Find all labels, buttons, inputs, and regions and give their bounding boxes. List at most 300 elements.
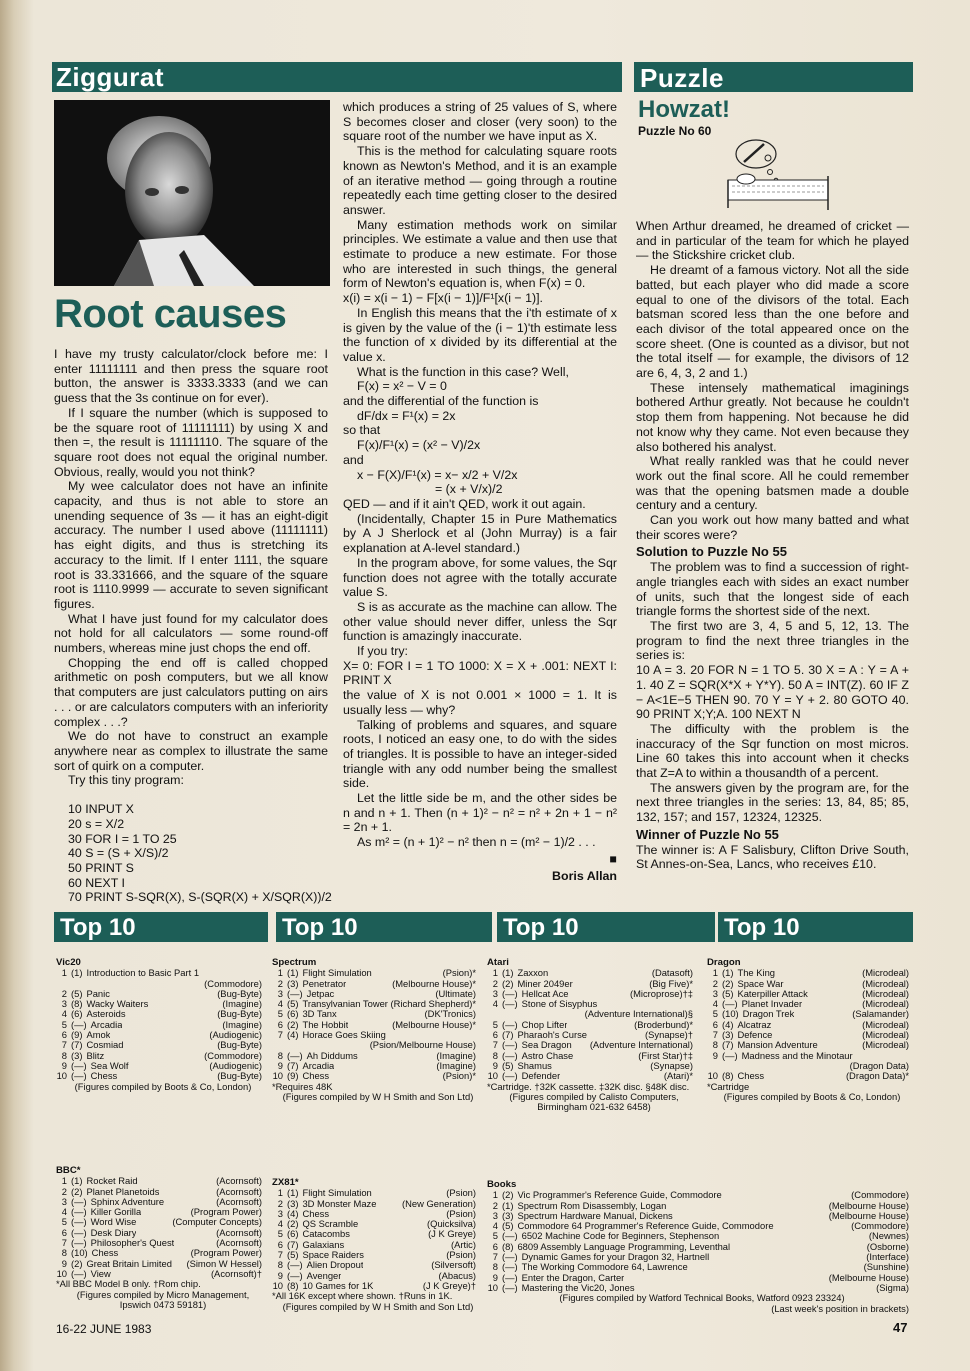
top10-chart <box>272 1178 476 1312</box>
entry-title: Avenger <box>306 1270 342 1281</box>
entry-pos: 7 <box>61 1040 67 1051</box>
entry-title: Pharaoh's Curse <box>517 1030 588 1041</box>
entry-prev: (—) <box>71 1227 87 1238</box>
entry-title: Rocket Raid <box>86 1176 138 1187</box>
entry-pos: 5 <box>492 1231 498 1242</box>
entry-prev: (2) <box>287 1219 299 1230</box>
entry-prev: (2) <box>502 978 514 989</box>
entry-title: Planet Planetoids <box>86 1186 160 1197</box>
entry-publisher: (Richard Shepherd)* <box>390 998 476 1010</box>
article-paragraph: and <box>343 452 364 467</box>
article-paragraph: Talking of problems and squares, and square roots, I noticed an easy one, to do with the sides of triangles. It is possible to have an integer-sided triangle with any odd number being the smallest side. <box>343 717 617 791</box>
entry-publisher: (Bug-Byte) <box>217 1039 262 1051</box>
equation: x(i) = x(i − 1) − F[x(i − 1)]/F¹[x(i − 1)]. <box>343 291 543 306</box>
entry-title-group <box>487 1262 688 1272</box>
entry-prev: (—) <box>502 1231 518 1242</box>
entry-prev: (2) <box>502 1190 514 1201</box>
entry-prev: (—) <box>287 1270 303 1281</box>
entry-title-group <box>707 999 802 1009</box>
chart-title: Spectrum <box>272 957 317 968</box>
equation: F(x) = x² − V = 0 <box>357 379 447 394</box>
chart-footnote: *Cartridge. †32K cassette. ‡32K disc. §48K disc. <box>487 1080 690 1092</box>
entry-title: Alcatraz <box>737 1019 772 1030</box>
entry-pos: 10 <box>56 1071 67 1082</box>
entry-title: Flight Simulation <box>302 1188 372 1199</box>
entry-prev: (5) <box>722 988 734 999</box>
entry-title-group <box>272 1240 344 1250</box>
entry-publisher: (Audiogenic) <box>209 1029 262 1041</box>
entry-title: Chess <box>737 1071 765 1082</box>
chart-title: ZX81* <box>272 1177 299 1188</box>
entry-publisher: (Melbourne House) <box>828 1209 909 1221</box>
entry-publisher: (First Star)†‡ <box>638 1049 693 1061</box>
entry-publisher: (Microdeal) <box>862 998 909 1010</box>
entry-prev: (—) <box>502 1272 518 1283</box>
chart-title: BBC* <box>56 1165 81 1176</box>
entry-title: Astro Chase <box>521 1050 574 1061</box>
entry-title: Philosopher's Quest <box>90 1238 175 1249</box>
article-paragraph: Many estimation methods work on similar principles. We estimate a value and then use that estimate to produce a new estimate. For those who are interested in such things, the general form of Newton's equation is, when F(x) = 0. <box>343 217 617 291</box>
entry-title: Planet Invader <box>741 999 803 1010</box>
entry-pos: 8 <box>61 1248 67 1259</box>
entry-title: Zaxxon <box>517 968 549 979</box>
entry-prev: (5) <box>287 999 299 1010</box>
equation: dF/dx = F¹(x) = 2x <box>357 408 456 423</box>
top10-chart <box>56 958 262 1092</box>
entry-title-group <box>707 979 784 989</box>
entry-pos: 3 <box>712 988 718 999</box>
entry-title-group <box>272 1188 372 1198</box>
entry-publisher: (Bug-Byte) <box>217 1008 262 1020</box>
chart-entry <box>707 1040 909 1050</box>
entry-pos: 3 <box>492 1210 498 1221</box>
entry-prev: (4) <box>287 1030 299 1041</box>
entry-publisher: (Microprose)†‡ <box>629 987 693 999</box>
entry-title: 6502 Machine Code for Beginners, Stephenson <box>521 1231 720 1242</box>
entry-pos: 6 <box>277 1239 283 1250</box>
entry-title: Horace Goes Skiing <box>302 1030 386 1041</box>
entry-title-group <box>487 968 548 978</box>
entry-title-group <box>707 989 808 999</box>
article-paragraph: Chopping the end off is called chopped arithmetic on posh computers, but we all know that computers are just calculators putting on airs . . . or are calculators computers with an inferiority complex . . .? <box>54 655 328 729</box>
article-paragraph: which produces a string of 25 values of S, where S becomes closer and closer (very soon) to the square root of the number we have input as X. <box>343 100 617 144</box>
entry-title-group <box>487 1190 722 1200</box>
entry-prev: (6) <box>71 1009 83 1020</box>
entry-title-group <box>56 1020 122 1030</box>
entry-pos: 3 <box>61 1196 67 1207</box>
entry-publisher: (Imagine) <box>222 1018 262 1030</box>
entry-title-group <box>272 1271 341 1281</box>
entry-publisher: (Dragon Data) <box>849 1059 909 1071</box>
entry-prev: (2) <box>287 1019 299 1030</box>
article-paragraph: What I have just found for my calculator does not hold for all calculators — some round-off numbers, whereas mine just chops the end off. <box>54 611 328 656</box>
entry-title: Great Britain Limited <box>86 1258 172 1269</box>
entry-title-group <box>56 1051 104 1061</box>
chart-entry <box>487 989 693 999</box>
top10-header: Top 10 <box>54 912 268 942</box>
entry-title-group <box>56 1259 172 1269</box>
entry-prev: (2) <box>722 978 734 989</box>
entry-publisher: (Psion)* <box>442 1070 476 1082</box>
entry-title-group <box>487 1061 552 1071</box>
top10-header: Top 10 <box>497 912 715 942</box>
entry-title: Defence <box>737 1030 773 1041</box>
entry-title-group <box>272 1020 348 1030</box>
entry-pos: 10 <box>707 1071 718 1082</box>
entry-pos: 7 <box>712 1030 718 1041</box>
article-paragraph: If I square the number (which is supposed to be the square root of 11111111) by using X and then =, the result is 11111110. The square of the square root does not equal the original number. Obvious, really, would you not think? <box>54 405 328 479</box>
entry-title: Katerpiller Attack <box>737 988 808 999</box>
entry-publisher: (Melbourne House)* <box>392 1018 476 1030</box>
entry-prev: (7) <box>287 1060 299 1071</box>
entry-pos: 4 <box>277 999 283 1010</box>
entry-prev: (4) <box>722 1019 734 1030</box>
entry-prev: (7) <box>287 1239 299 1250</box>
entry-publisher: (Microdeal) <box>862 967 909 979</box>
entry-prev: (—) <box>287 988 303 999</box>
article-paragraph: so that <box>343 423 381 438</box>
chart-credit: (Figures compiled by W H Smith and Son Ltd) <box>282 1300 474 1312</box>
chart-footnote: *Cartridge <box>707 1080 750 1092</box>
entry-prev: (9) <box>71 1030 83 1041</box>
entry-title: Arcadia <box>90 1019 123 1030</box>
entry-title: Jetpac <box>306 988 335 999</box>
entry-prev: (—) <box>502 1040 518 1051</box>
entry-title-group <box>56 1238 174 1248</box>
entry-prev: (8) <box>287 1280 299 1291</box>
entry-prev: (3) <box>722 1030 734 1041</box>
entry-title: Amok <box>86 1030 111 1041</box>
article-paragraph: Let the little side be m, and the other sides be n and n + 1. Then (n + 1)² − n² = n² + 2n + 1 − n² = 2n + 1. <box>343 791 617 835</box>
entry-title-group <box>707 1040 818 1050</box>
entry-publisher: (New Generation) <box>402 1197 476 1209</box>
entry-title-group <box>56 1176 138 1186</box>
entry-title-group <box>272 1209 329 1219</box>
entry-pos: 1 <box>712 968 718 979</box>
article-paragraph: What is the function in this case? Well, <box>357 364 569 379</box>
entry-prev: (—) <box>502 1019 518 1030</box>
entry-pos: 4 <box>492 1221 498 1232</box>
entry-prev: (9) <box>287 1071 299 1082</box>
ziggurat-section-header <box>52 62 622 92</box>
entry-prev: (7) <box>71 1040 83 1051</box>
issue-date: 16-22 JUNE 1983 <box>56 1322 152 1336</box>
entry-pos: 2 <box>712 978 718 989</box>
entry-prev: (8) <box>71 999 83 1010</box>
top10-header: Top 10 <box>718 912 913 942</box>
chart-entry <box>487 1252 909 1262</box>
entry-title: Transylvanian Tower <box>302 999 388 1010</box>
equation: F(x)/F¹(x) = (x² − V)/2x <box>357 438 481 453</box>
entry-publisher: (Psion) <box>446 1249 476 1261</box>
author-photo-illustration <box>54 100 330 286</box>
chart-entry <box>487 1273 909 1283</box>
entry-publisher: (Audiogenic) <box>209 1059 262 1071</box>
entry-publisher: (Simon W Hessel) <box>186 1257 262 1269</box>
entry-title: Flight Simulation <box>302 968 372 979</box>
entry-publisher: (Microdeal) <box>862 1029 909 1041</box>
chart-credit: (Figures compiled by Micro Management, Ipswich 0473 59181) <box>76 1288 250 1310</box>
entry-prev: (—) <box>71 1196 87 1207</box>
entry-title-group <box>487 979 573 989</box>
entry-title: Shamus <box>517 1060 552 1071</box>
entry-publisher: (Bug-Byte) <box>217 987 262 999</box>
entry-title: Space War <box>737 978 784 989</box>
entry-pos: 6 <box>712 1019 718 1030</box>
entry-title-group <box>272 989 334 999</box>
entry-pos: 8 <box>277 1260 283 1271</box>
entry-title-group <box>56 968 199 978</box>
entry-prev: (—) <box>287 1260 303 1271</box>
entry-title-group <box>487 999 597 1009</box>
solution-paragraph: The problem was to find a succession of right-angle triangles each with sides an exact number of units, such that the longest side of each triangle forms the shortest side of the next. <box>636 560 909 619</box>
article-paragraph: Try this tiny program: <box>68 773 184 788</box>
entry-pos: 10 <box>272 1280 283 1291</box>
entry-title: Wacky Waiters <box>86 999 149 1010</box>
entry-title: Sea Dragon <box>521 1040 572 1051</box>
entry-publisher: (Acornsoft) <box>216 1185 262 1197</box>
entry-pos: 8 <box>61 1050 67 1061</box>
article-column-2 <box>343 100 617 883</box>
entry-pos: 2 <box>492 1200 498 1211</box>
chart-title: Books <box>487 1179 517 1190</box>
chart-entry <box>272 1229 476 1239</box>
entry-title-group <box>272 1250 364 1260</box>
entry-title-group <box>56 1217 136 1227</box>
entry-pos: 3 <box>61 999 67 1010</box>
chart-credit: (Figures compiled by W H Smith and Son Ltd) <box>282 1090 474 1102</box>
article-paragraph: My wee calculator does not have an infinite capacity, and thus is not able to store an unending sequence of 3s — it has an eight-digit accuracy. The number I used above (11111111) has eight digits, and thus is stretching its accuracy to the limit. If I enter 1111, the square root is 33.331666, and the square of the square root is 1110.9999 — accurate to seven significant figures. <box>54 479 328 611</box>
entry-publisher: (Computer Concepts) <box>172 1216 262 1228</box>
entry-pos: 9 <box>61 1258 67 1269</box>
entry-publisher: (J K Greye)† <box>422 1279 476 1291</box>
entry-title: Penetrator <box>302 978 347 989</box>
entry-title: Spectrum Hardware Manual, Dickens <box>517 1210 673 1221</box>
entry-prev: (7) <box>722 1040 734 1051</box>
puzzle-number: Puzzle No 60 <box>638 124 712 138</box>
entry-pos: 7 <box>492 1252 498 1263</box>
chart-entry <box>487 1061 693 1071</box>
entry-publisher: (Dragon Data)* <box>845 1070 909 1082</box>
entry-publisher: (Sunshine) <box>863 1261 909 1273</box>
entry-publisher: (Newnes) <box>868 1230 909 1242</box>
entry-publisher: (Commodore) <box>204 1049 262 1061</box>
entry-pos: 7 <box>492 1040 498 1051</box>
top10-chart <box>56 1166 262 1310</box>
entry-title: Madness and the Minotaur <box>741 1050 853 1061</box>
entry-title-group <box>56 1061 129 1071</box>
entry-publisher: (Broderbund)* <box>634 1018 693 1030</box>
entry-pos: 5 <box>277 1229 283 1240</box>
entry-prev: (1) <box>502 1200 514 1211</box>
entry-title: Galaxians <box>302 1239 345 1250</box>
entry-title-group <box>487 1221 774 1231</box>
puzzle-paragraph: When Arthur dreamed, he dreamed of cricket — and in particular of the team for which he played — the Stickshire cricket club. <box>636 219 909 263</box>
entry-title: Chess <box>302 1208 330 1219</box>
chart-footnote: *Requires 48K <box>272 1080 333 1092</box>
entry-prev: (1) <box>71 968 83 979</box>
entry-prev: (—) <box>722 999 738 1010</box>
program-line: 30 FOR I = 1 TO 25 <box>68 831 177 846</box>
entry-pos: 6 <box>492 1030 498 1041</box>
entry-title: Stone of Sisyphus <box>521 999 598 1010</box>
entry-pos: 8 <box>712 1040 718 1051</box>
article-column-1 <box>54 347 332 905</box>
entry-title: Chess <box>91 1248 119 1259</box>
entry-title: The King <box>737 968 775 979</box>
entry-title-group <box>272 1260 363 1270</box>
entry-pos: 2 <box>277 978 283 989</box>
entry-title: 10 Games for 1K <box>302 1280 374 1291</box>
entry-pos: 8 <box>492 1050 498 1061</box>
entry-title: Commodore 64 Programmer's Reference Guide, Commodore <box>517 1221 774 1232</box>
puzzle-paragraph: Can you work out how many batted and what their scores were? <box>636 513 909 542</box>
entry-pos: 2 <box>61 988 67 999</box>
entry-prev: (8) <box>722 1071 734 1082</box>
chart-credit: (Figures compiled by Boots & Co, London) <box>74 1080 252 1092</box>
entry-pos: 3 <box>277 988 283 999</box>
article-paragraph: the value of X is not 0.001 × 1000 = 1. It is usually less — why? <box>343 688 617 717</box>
entry-title: Catacombs <box>302 1229 350 1240</box>
article-paragraph: and the differential of the function is <box>343 394 539 409</box>
entry-title: Mansion Adventure <box>737 1040 818 1051</box>
page-number: 47 <box>893 1320 908 1335</box>
top10-header: Top 10 <box>276 912 492 942</box>
entry-prev: (—) <box>71 1217 87 1228</box>
chart-title: Dragon <box>707 957 741 968</box>
entry-pos: 9 <box>492 1272 498 1283</box>
entry-title: Dynamic Games for your Dragon 32, Hartnell <box>521 1252 710 1263</box>
program-line: 40 S = (S + X/S)/2 <box>68 846 169 861</box>
entry-title: Arcadia <box>302 1060 335 1071</box>
chart-entry <box>487 1211 909 1221</box>
entry-prev: (10) <box>722 1009 739 1020</box>
entry-title-group <box>272 1061 334 1071</box>
entry-pos: 8 <box>277 1050 283 1061</box>
program-line: 50 PRINT S <box>68 860 134 875</box>
entry-pos: 3 <box>492 988 498 999</box>
entry-pos: 2 <box>492 978 498 989</box>
entry-pos: 6 <box>277 1019 283 1030</box>
entry-publisher: (Interface) <box>866 1251 909 1263</box>
byline: Boris Allan <box>552 868 617 883</box>
entry-title-group <box>707 1009 794 1019</box>
entry-prev: (—) <box>71 1207 87 1218</box>
solution-paragraph: The answers given by the program are, for the next three triangles in the series: 13, 84, 85; 85, 132, 157; and 157, 12324, 12325. <box>636 780 909 825</box>
entry-publisher: (Synapse)† <box>645 1029 693 1041</box>
entry-prev: (1) <box>722 968 734 979</box>
solution-paragraph: The difficulty with the problem is the inaccuracy of the Sqr function on most micros. Line 60 takes this into account when it checks that Z=A to within a thousandth of a percent. <box>636 721 909 781</box>
entry-pos: 6 <box>61 1030 67 1041</box>
entry-prev: (8) <box>502 1241 514 1252</box>
entry-pos: 9 <box>277 1060 283 1071</box>
entry-title-group <box>272 1009 337 1019</box>
entry-prev: (—) <box>71 1268 87 1279</box>
entry-pos: 7 <box>61 1238 67 1249</box>
entry-pos: 7 <box>277 1030 283 1041</box>
entry-publisher: (Program Power) <box>190 1247 262 1259</box>
program-line: 10 INPUT X <box>68 802 134 817</box>
entry-prev: (5) <box>71 988 83 999</box>
entry-title-group <box>272 1229 350 1239</box>
entry-publisher: (Synapse) <box>650 1059 693 1071</box>
entry-title: Space Raiders <box>302 1250 364 1261</box>
entry-title: Alien Dropout <box>306 1260 364 1271</box>
entry-title: 3D Tanx <box>302 1009 337 1020</box>
entry-title: Chess <box>90 1071 118 1082</box>
entry-prev: (3) <box>502 1210 514 1221</box>
puzzle-paragraph: These intensely mathematical imaginings bothered Arthur greatly. Not because he couldn't stop them from happening. Not because he did not know why they came. Not even because they also bothered his analyst. <box>636 380 909 454</box>
entry-publisher: (DK'Tronics) <box>424 1008 476 1020</box>
entry-pos: 5 <box>61 1019 67 1030</box>
entry-title-group <box>56 1197 164 1207</box>
entry-title-group <box>487 1040 572 1050</box>
entry-publisher: (Psion) <box>446 1207 476 1219</box>
entry-pos: 10 <box>56 1268 67 1279</box>
entry-publisher: (Abacus) <box>438 1269 476 1281</box>
entry-title-group <box>56 1207 141 1217</box>
chart-entry <box>487 1242 909 1252</box>
entry-title: Enter the Dragon, Carter <box>521 1272 625 1283</box>
program-line: X= 0: FOR I = 1 TO 1000: X = X + .001: NEXT I: PRINT X <box>343 658 617 688</box>
dreaming-cricketer-icon <box>718 136 838 214</box>
article-paragraph: As m² = (n + 1)² − n² then n = (m² − 1)/2 . . . <box>357 835 596 850</box>
entry-publisher: (Program Power) <box>190 1206 262 1218</box>
entry-prev: (1) <box>502 968 514 979</box>
entry-publisher: (Microdeal) <box>862 1018 909 1030</box>
top10-chart <box>487 958 693 1112</box>
entry-title: Blitz <box>86 1050 105 1061</box>
entry-title: Defender <box>521 1071 561 1082</box>
entry-publisher: (Psion/Melbourne House) <box>369 1039 476 1051</box>
entry-pos: 1 <box>492 968 498 979</box>
entry-title-group <box>707 968 775 978</box>
entry-title-group <box>487 989 569 999</box>
chart-title: Atari <box>487 957 509 968</box>
entry-publisher: (Acornsoft)† <box>210 1267 262 1279</box>
entry-title-group <box>56 999 148 1009</box>
entry-publisher: (Melbourne House) <box>828 1271 909 1283</box>
entry-publisher: (Adventure International) <box>589 1039 693 1051</box>
entry-title-group <box>272 1199 376 1209</box>
entry-pos: 10 <box>272 1071 283 1082</box>
entry-title: Cosmiad <box>86 1040 124 1051</box>
entry-publisher: (Psion)* <box>442 967 476 979</box>
entry-title-group <box>487 1211 673 1221</box>
entry-pos: 6 <box>61 1227 67 1238</box>
entry-publisher: (Datasoft) <box>651 967 693 979</box>
entry-publisher: (Atari)* <box>663 1070 693 1082</box>
entry-pos: 9 <box>492 1060 498 1071</box>
entry-title: Sea Wolf <box>90 1060 129 1071</box>
puzzle-column <box>636 219 909 872</box>
entry-pos: 4 <box>712 999 718 1010</box>
entry-publisher: (Imagine) <box>436 1049 476 1061</box>
chart-entry <box>487 1231 909 1241</box>
entry-prev: (—) <box>722 1050 738 1061</box>
entry-title: Desk Diary <box>90 1227 137 1238</box>
entry-title-group <box>487 1231 719 1241</box>
entry-title: 3D Monster Maze <box>302 1198 377 1209</box>
entry-prev: (6) <box>287 1229 299 1240</box>
article-paragraph: (Incidentally, Chapter 15 in Pure Mathematics by A J Sherlock et al (John Murray) is a fair explanation at A-level standard.) <box>343 511 617 556</box>
entry-prev: (—) <box>502 1071 518 1082</box>
winner-heading: Winner of Puzzle No 55 <box>636 826 779 842</box>
entry-title: Miner 2049er <box>517 978 573 989</box>
entry-pos: 5 <box>492 1019 498 1030</box>
entry-title-group <box>487 1051 573 1061</box>
puzzle-paragraph: He dreamt of a famous victory. Not all the side batted, but each player who did made a score equal to one of the divisors of the total. Each batsman scored less than the one before and each divisor of the total appeared once on the score sheet. (One is counted as a divisor, but not the total itself — for example, the divisors of 12 are 6, 4, 3, 2 and 1.) <box>636 263 909 381</box>
